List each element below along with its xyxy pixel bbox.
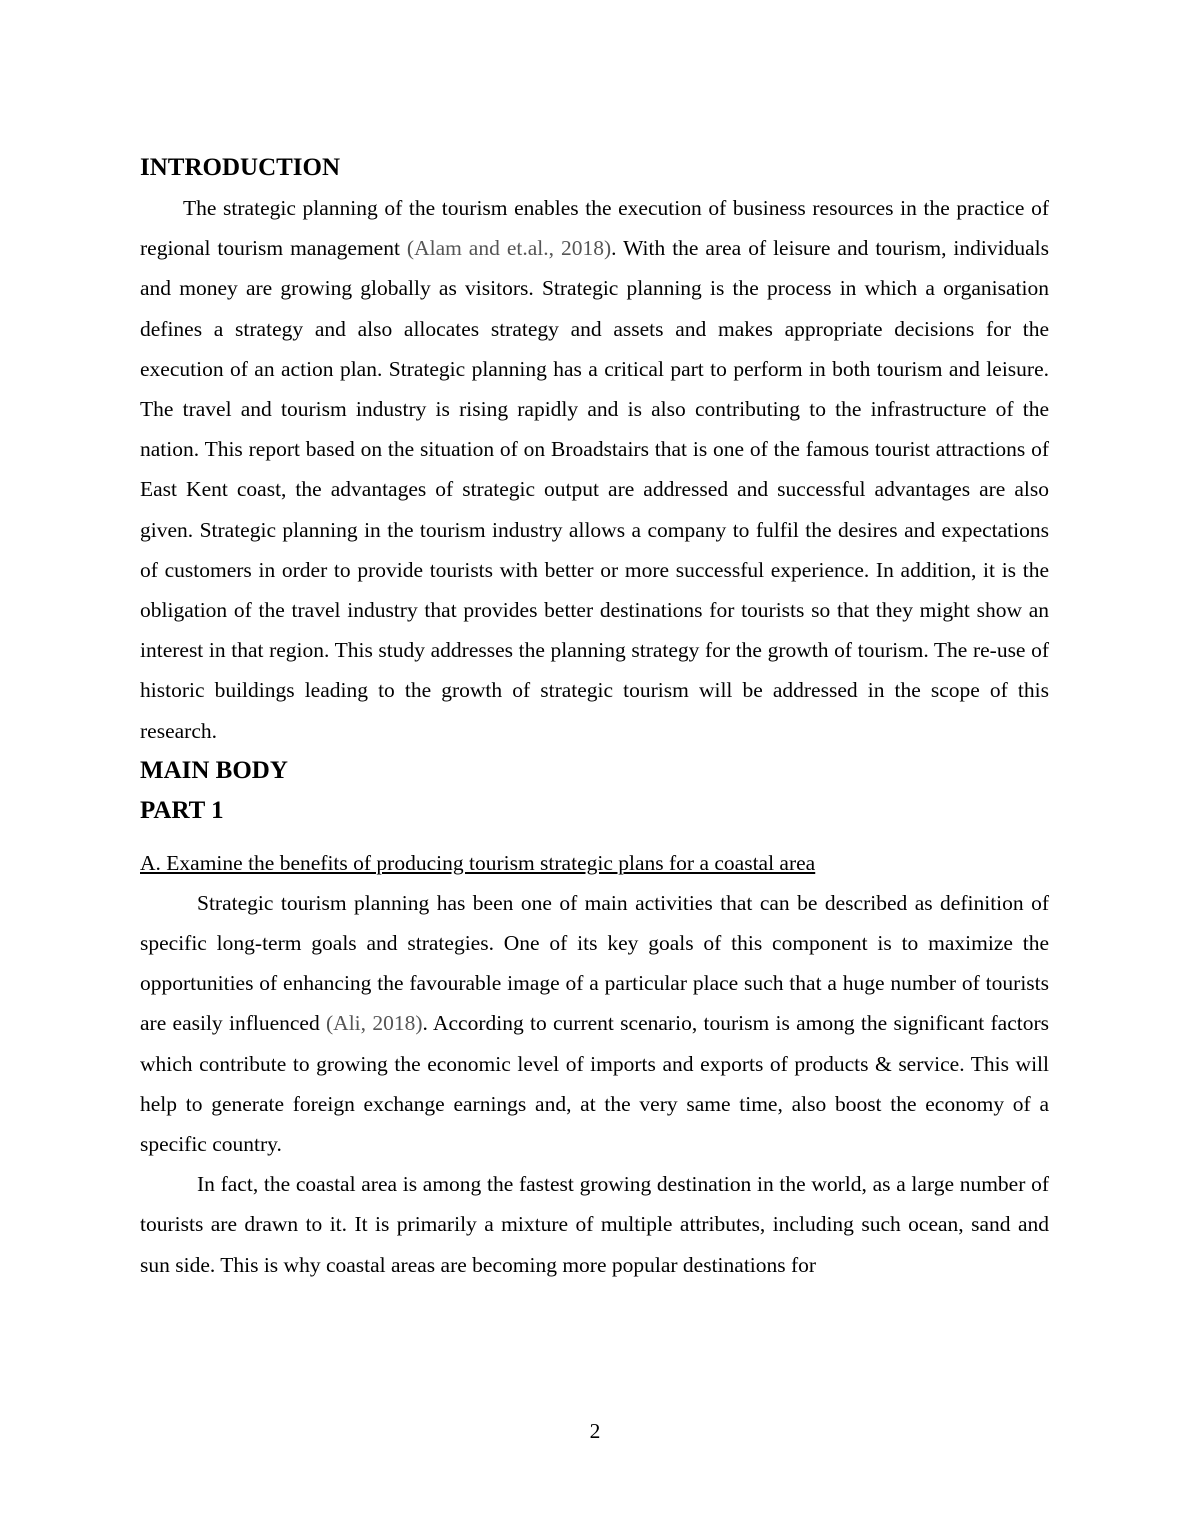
part-heading: PART 1 [140,796,224,824]
section-a-p1-text-after: . According to current scenario, tourism is among the significant factors which contribute to growing the economic level of imports and exports of products & service. This will help to generate foreign exchange earnings and, at the very same time, also boost the economy of a specific country. [140,1011,1050,1157]
main-body-heading: MAIN BODY [140,756,288,784]
section-a-title: A. Examine the benefits of producing tourism strategic plans for a coastal area [140,850,816,875]
introduction-heading: INTRODUCTION [140,154,341,181]
section-a-p1-text-before: Strategic tourism planning has been one of main activities that can be described as definition of specific long-term goals and strategies. One of its key goals of this component is to maximize the opportunities of enhancing the favourable image of a particular place such that a huge number of tourists are easily influenced [140,890,1049,1036]
introduction-text-before: The strategic planning of the tourism enables the execution of business resources in the practice of regional tourism management [140,196,1049,261]
section-a-paragraph-2: In fact, the coastal area is among the fastest growing destination in the world, as a large number of tourists are drawn to it. It is primarily a mixture of multiple attributes, including such ocean, sand and sun side. This is why coastal areas are becoming more popular destinations for [140,1172,1049,1277]
introduction-text-after: . With the area of leisure and tourism, individuals and money are growing globally as visitors. Strategic planning is the process in which a organisation defines a strategy and also allocates strategy and assets and makes appropriate decisions for the execution of an action plan. Strategic planning has a critical part to perform in both tourism and leisure. The travel and tourism industry is rising rapidly and is also contributing to the infrastructure of the nation. This report based on the situation of on Broadstairs that is one of the famous tourist attractions of East Kent coast, the advantages of strategic output are addressed and successful advantages are also given. Strategic planning in the tourism industry allows a company to fulfil the desires and expectations of customers in order to provide tourists with better or more successful experience. In addition, it is the obligation of the travel industry that provides better destinations for tourists so that they might show an interest in that region. This study addresses the planning strategy for the growth of tourism. The re-use of historic buildings leading to the growth of strategic tourism will be addressed in the scope of this research. [140,236,1049,743]
document-page [140,148,1049,1285]
introduction-citation: (Alam and et.al., 2018) [406,236,612,261]
section-a-p1-citation: (Ali, 2018) [326,1011,423,1036]
section-a-paragraph-1 [140,883,1049,1164]
introduction-paragraph [140,188,1049,751]
page-number: 2 [589,1419,601,1443]
